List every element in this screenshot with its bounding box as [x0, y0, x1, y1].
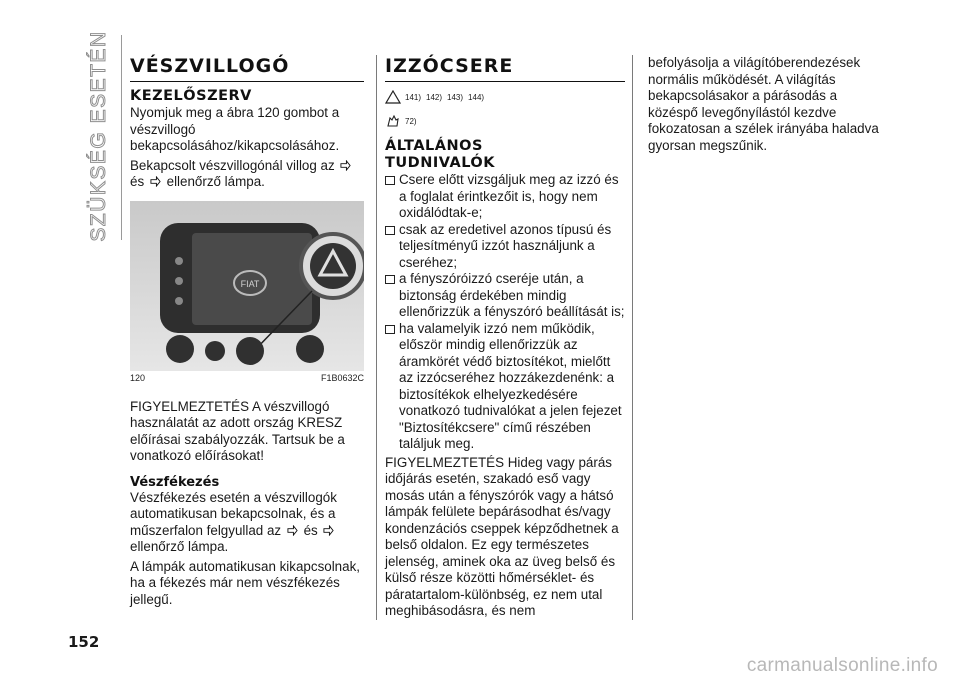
reference: 141): [405, 92, 422, 102]
list-item: [385, 222, 625, 272]
text-fragment: és: [130, 174, 145, 189]
turn-signal-icon: [287, 525, 298, 536]
text-fragment: és: [303, 522, 318, 538]
svg-text:FIAT: FIAT: [240, 278, 260, 289]
column-bulb-replacement: [385, 55, 625, 623]
list-item: [385, 271, 625, 321]
paragraph-indicator: [130, 158, 364, 191]
text-fragment: Bekapcsolt vészvillogónál villog az: [130, 157, 335, 173]
bullet-icon: [385, 226, 395, 235]
subsection-title-general: [385, 138, 625, 172]
bullet-list: [385, 172, 625, 453]
page-number: 152: [68, 633, 100, 651]
figure-code: F1B0632C: [320, 372, 364, 383]
list-item-text: ha valamelyik izzó nem működik, először mindig ellenőrizzük az áramkörét védő biztosítékot, mielőtt az izzócseréhez hozzákezdenénk: a biztosítékok elhelyezkedésére vonatkozó tudnivalókat a jelen fejezet "Biztosítékcsere" című részében találjuk meg.: [399, 320, 622, 451]
caution-hand-icon: [385, 114, 401, 128]
dashboard-illustration: [130, 201, 364, 371]
text-fragment: Vészfékezés esetén a vészvillogók automatikusan bekapcsolnak, és a műszerfalon felgyullad az: [130, 489, 337, 538]
section-title-bulb: IZZÓCSERE: [385, 55, 625, 82]
paragraph-control: Nyomjuk meg a ábra 120 gombot a vészvillogó bekapcsolásához/kikapcsolásához.: [130, 105, 340, 153]
subtitle-line: ÁLTALÁNOS: [385, 138, 483, 154]
paragraph-auto-off: A lámpák automatikusan kikapcsolnak, ha a fékezés már nem vészfékezés jellegű.: [130, 558, 360, 607]
figure-caption: [130, 373, 364, 383]
bullet-icon: [385, 325, 395, 334]
turn-signal-icon: [150, 176, 161, 187]
list-item: [385, 172, 625, 222]
continuation-paragraph: befolyásolja a világítóberendezések normális működését. A világítás bekapcsolásakor a párásodás a közéspő levegőnyílástól kezdve fokozatosan a szélek irányába haladva gyorsan megszűnik.: [648, 55, 879, 153]
watermark: carmanualsonline.info: [746, 655, 938, 676]
list-item-text: csak az eredetivel azonos típusú és teljesítményű izzót használjunk a cseréhez;: [399, 221, 612, 270]
warning-references: [385, 88, 625, 106]
bullet-icon: [385, 176, 395, 185]
column-divider: [632, 55, 633, 620]
turn-signal-icon: [340, 160, 351, 171]
subsection-title-control: KEZELŐSZERV: [130, 88, 252, 104]
warning-paragraph: FIGYELMEZTETÉS A vészvillogó használatát az adott ország KRESZ előírásai szabályozzák. Tartsuk be a vonatkozó előírásokat!: [130, 398, 345, 463]
list-item: [385, 321, 625, 453]
column-hazard-lights: [130, 55, 364, 611]
reference: 143): [447, 92, 464, 102]
side-divider: [121, 35, 122, 240]
subtitle-line: TUDNIVALÓK: [385, 155, 495, 171]
reference: 142): [426, 92, 443, 102]
warning-paragraph: FIGYELMEZTETÉS Hideg vagy párás időjárás esetén, szakadó eső vagy mosás után a fényszórók vagy a hátsó lámpák felülete bepárásodhat és/vagy kondenzációs cseppek képződhetnek a belső oldalon. Ez egy természetes jelenség, aminek oka az üveg belső és külső része közötti hőmérséklet- és páratartalom-különbség, ez nem utal meghibásodásra, és nem: [385, 454, 619, 618]
figure-number: 120: [130, 372, 146, 383]
text-fragment: ellenőrző lámpa.: [130, 539, 229, 554]
turn-signal-icon: [323, 525, 334, 536]
chapter-side-tab: [84, 28, 114, 243]
reference: 72): [405, 116, 417, 126]
list-item-text: Csere előtt vizsgáljuk meg az izzó és a foglalat érintkezőit is, hogy nem oxidálódtak-e;: [399, 172, 619, 220]
list-item-text: a fényszóróizzó cseréje után, a biztonság érdekében mindig ellenőrizzük a fényszóró beállítását is;: [399, 271, 625, 319]
warning-triangle-icon: [385, 90, 401, 104]
paragraph-emergency-braking: [130, 490, 364, 556]
heading-emergency-braking: Vészfékezés: [130, 474, 220, 490]
column-divider: [376, 55, 377, 620]
dashboard-figure: [130, 201, 364, 371]
column-continuation: [648, 55, 888, 157]
text-fragment: ellenőrző lámpa.: [166, 174, 265, 189]
chapter-title: SZÜKSÉG ESETÉN: [87, 29, 110, 242]
caution-references: [385, 112, 625, 130]
section-title-hazard: VÉSZVILLOGÓ: [130, 55, 364, 82]
bullet-icon: [385, 275, 395, 284]
reference: 144): [468, 92, 485, 102]
